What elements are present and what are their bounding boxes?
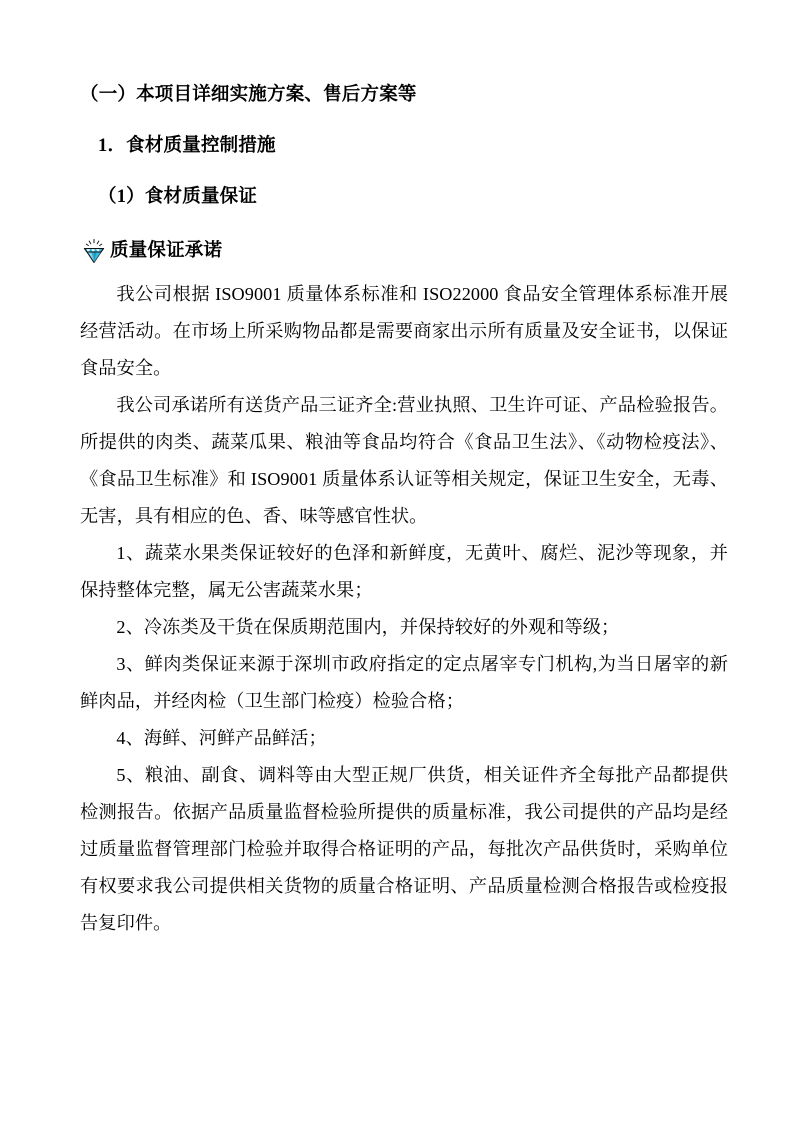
list-item-2: 2、冷冻类及干货在保质期范围内，并保持较好的外观和等级； xyxy=(116,617,620,638)
list-item-3: 3、鲜肉类保证来源于深圳市政府指定的定点屠宰专门机构,为当日屠宰的新鲜肉品，并经肉检（卫生部门检疫）检验合格； xyxy=(80,654,728,712)
body-paragraph-2: 我公司承诺所有送货产品三证齐全:营业执照、卫生许可证、产品检验报告。所提供的肉类、蔬菜瓜果、粮油等食品均符合《食品卫生法》、《动物检疫法》、《食品卫生标准》和 ISO9001 质量体系认证等相关规定，保证卫生安全，无毒、无害，具有相应的色、香、味等感官性状。 xyxy=(80,395,728,527)
diamond-gem-icon xyxy=(80,237,110,266)
section-heading: （一）本项目详细实施方案、售后方案等 xyxy=(80,85,417,105)
quality-commitment-label: 质量保证承诺 xyxy=(110,241,223,262)
list-item-4: 4、海鲜、河鲜产品鲜活； xyxy=(116,728,327,749)
subsection-heading-1: 1．食材质量控制措施 xyxy=(98,135,276,156)
list-item-5: 5、粮油、副食、调料等由大型正规厂供货，相关证件齐全每批产品都提供检测报告。依据产品质量监督检验所提供的质量标准，我公司提供的产品均是经过质量监督管理部门检验并取得合格证明的产品，每批次产品供货时，采购单位有权要求我公司提供相关货物的质量合格证明、产品质量检测合格报告或检疫报告复印件。 xyxy=(80,765,728,934)
body-paragraph-1: 我公司根据 ISO9001 质量体系标准和 ISO22000 食品安全管理体系标准开展经营活动。在市场上所采购物品都是需要商家出示所有质量及安全证书，以保证食品安全。 xyxy=(80,284,728,379)
quality-commitment-heading xyxy=(80,236,728,266)
page-content xyxy=(80,82,728,942)
list-item-1: 1、蔬菜水果类保证较好的色泽和新鲜度，无黄叶、腐烂、泥沙等现象，并保持整体完整，属无公害蔬菜水果； xyxy=(80,543,728,601)
subsection-heading-2: （1）食材质量保证 xyxy=(98,186,258,207)
